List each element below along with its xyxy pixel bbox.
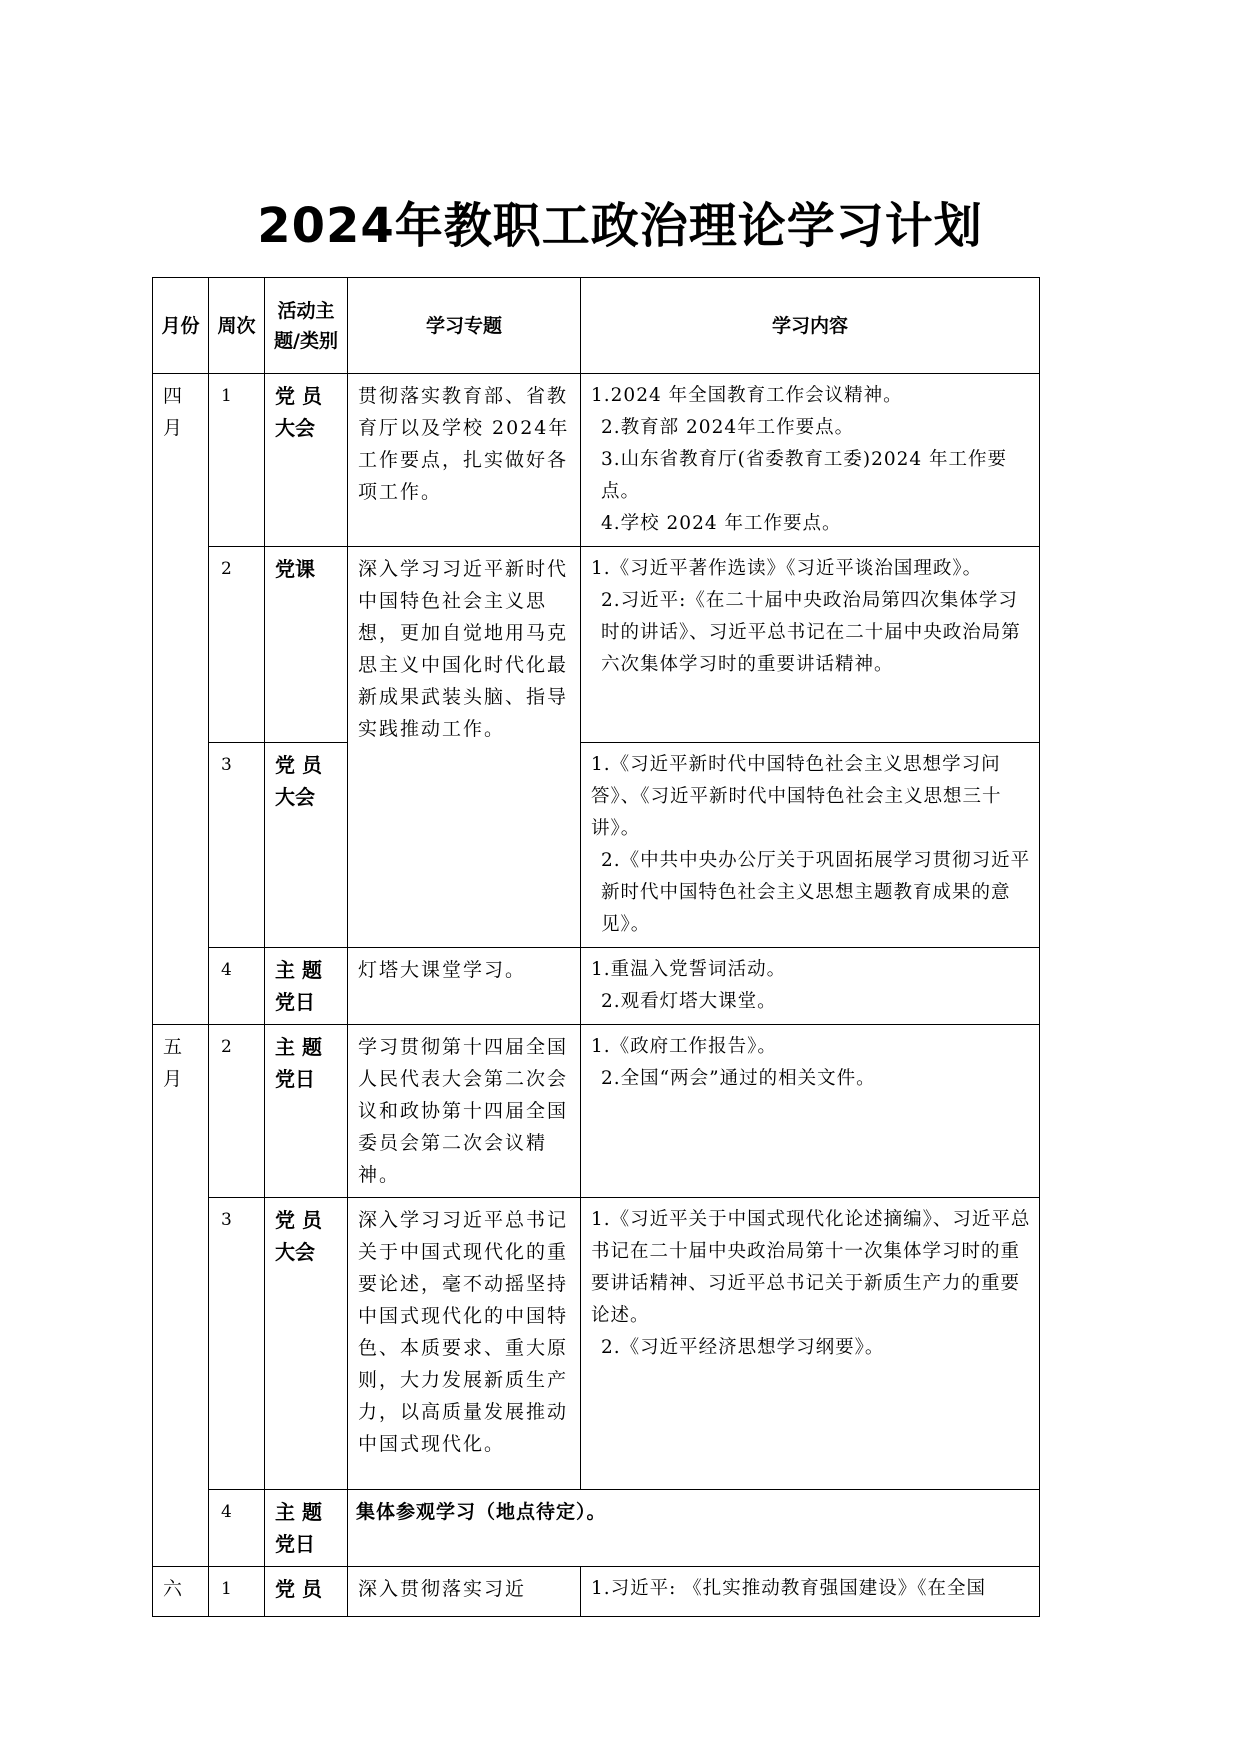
header-category: 活动主题/类别 [265, 278, 348, 374]
content-line: 3.山东省教育厅(省委教育工委)2024 年工作要点。 [601, 449, 1008, 502]
content-line: 2.习近平:《在二十届中央政治局第四次集体学习时的讲话》、习近平总书记在二十届中央政治局第六次集体学习时的重要讲话精神。 [601, 590, 1021, 675]
content-line: 1.《习近平新时代中国特色社会主义思想学习问答》、《习近平新时代中国特色社会主义思想三十讲》。 [591, 754, 1002, 839]
table-row [153, 1490, 1040, 1567]
content-line: 1.《习近平关于中国式现代化论述摘编》、习近平总书记在二十届中央政治局第十一次集体学习时的重要讲话精神、习近平总书记关于新质生产力的重要论述。 [591, 1209, 1031, 1326]
table-row [153, 547, 1040, 743]
content-line: 2.观看灯塔大课堂。 [601, 991, 777, 1012]
header-row [153, 278, 1040, 374]
table-row [153, 1567, 1040, 1617]
content-line: 4.学校 2024 年工作要点。 [601, 513, 842, 534]
week-cell: 4 [209, 1490, 265, 1567]
month-cell: 五月 [153, 1025, 209, 1567]
topic-cell: 灯塔大课堂学习。 [348, 948, 581, 1025]
topic-cell: 学习贯彻第十四届全国人民代表大会第二次会议和政协第十四届全国委员会第二次会议精神。 [348, 1025, 581, 1198]
topic-cell: 贯彻落实教育部、省教育厅以及学校 2024年工作要点，扎实做好各项工作。 [348, 374, 581, 547]
week-cell: 4 [209, 948, 265, 1025]
content-line: 1.《习近平著作选读》《习近平谈治国理政》。 [591, 558, 983, 579]
week-cell: 1 [209, 1567, 265, 1617]
month-cell: 四月 [153, 374, 209, 1025]
category-cell: 主 题党日 [265, 948, 348, 1025]
page-title: 2024年教职工政治理论学习计划 [257, 198, 983, 254]
content-cell [581, 948, 1040, 1025]
category-cell: 党 员大会 [265, 1198, 348, 1490]
content-cell [581, 1025, 1040, 1198]
content-line: 1.重温入党誓词活动。 [591, 959, 787, 980]
table-row [153, 1198, 1040, 1490]
week-cell: 2 [209, 1025, 265, 1198]
table-row [153, 743, 1040, 948]
content-cell: 1.习近平: 《扎实推动教育强国建设》《在全国 [581, 1567, 1040, 1617]
table-row [153, 374, 1040, 547]
study-plan-table [152, 277, 1040, 1617]
content-line: 1.《政府工作报告》。 [591, 1036, 777, 1057]
content-line: 2.教育部 2024年工作要点。 [601, 417, 855, 438]
topic-cell: 深入学习习近平新时代中国特色社会主义思想，更加自觉地用马克思主义中国化时代化最新成果武装头脑、指导实践推动工作。 [348, 547, 581, 948]
header-week: 周次 [209, 278, 265, 374]
topic-cell: 深入学习习近平总书记关于中国式现代化的重要论述，毫不动摇坚持中国式现代化的中国特色、本质要求、重大原则，大力发展新质生产力，以高质量发展推动中国式现代化。 [348, 1198, 581, 1490]
header-topic: 学习专题 [348, 278, 581, 374]
category-cell: 党 员大会 [265, 743, 348, 948]
header-month: 月份 [153, 278, 209, 374]
week-cell: 3 [209, 743, 265, 948]
content-cell [581, 743, 1040, 948]
category-cell: 党课 [265, 547, 348, 743]
category-cell: 党 员 [265, 1567, 348, 1617]
category-cell: 主 题党日 [265, 1025, 348, 1198]
topic-cell: 深入贯彻落实习近 [348, 1567, 581, 1617]
category-cell: 主 题党日 [265, 1490, 348, 1567]
category-cell: 党 员大会 [265, 374, 348, 547]
week-cell: 2 [209, 547, 265, 743]
table-row [153, 948, 1040, 1025]
content-line: 2.全国“两会”通过的相关文件。 [601, 1068, 876, 1089]
content-cell [581, 374, 1040, 547]
content-line: 2.《习近平经济思想学习纲要》。 [601, 1337, 885, 1358]
table-row [153, 1025, 1040, 1198]
content-line: 1.2024 年全国教育工作会议精神。 [591, 385, 903, 406]
content-cell [581, 547, 1040, 743]
content-line: 2.《中共中央办公厅关于巩固拓展学习贯彻习近平新时代中国特色社会主义思想主题教育成果的意见》。 [601, 850, 1031, 935]
merged-topic-cell: 集体参观学习（地点待定）。 [348, 1490, 1040, 1567]
content-cell [581, 1198, 1040, 1490]
week-cell: 1 [209, 374, 265, 547]
month-cell: 六 [153, 1567, 209, 1617]
header-content: 学习内容 [581, 278, 1040, 374]
week-cell: 3 [209, 1198, 265, 1490]
